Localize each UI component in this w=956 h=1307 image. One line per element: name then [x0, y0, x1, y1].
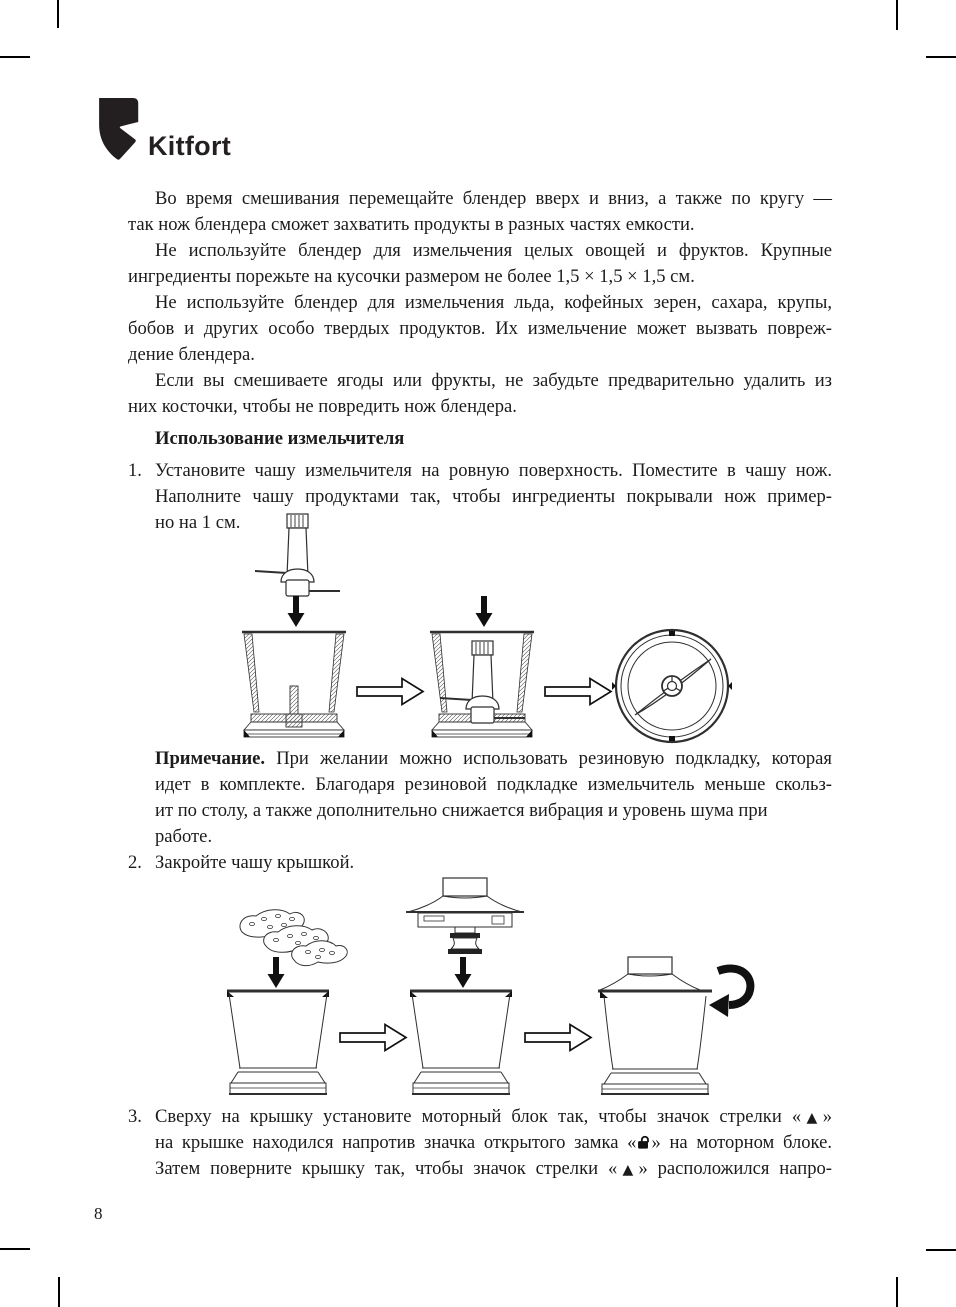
- kitfort-logo-icon: [92, 98, 140, 162]
- bowl-with-lid-icon: [598, 957, 712, 1094]
- list-item-1: [128, 458, 832, 536]
- body-text-line: бобов и других особо твердых продуктов. Их измельчение может вызвать повреж-: [128, 318, 832, 339]
- list-item-3: [128, 1104, 832, 1182]
- body-text-line: Установите чашу измельчителя на ровную поверхность. Поместите в чашу нож.: [155, 460, 832, 481]
- right-arrow-icon: [545, 679, 611, 705]
- down-arrow-icon: [455, 957, 472, 988]
- crop-mark: [0, 56, 30, 58]
- right-arrow-icon: [340, 1025, 406, 1051]
- chopper-bowl-icon: [242, 632, 346, 737]
- logo-wordmark: Kitfort: [148, 131, 232, 161]
- down-arrow-icon: [476, 596, 493, 627]
- note-block: [128, 746, 832, 850]
- crop-mark: [0, 1248, 30, 1250]
- list-number: 2.: [128, 852, 142, 873]
- list-item-2: [128, 850, 832, 876]
- brand-logo: [92, 98, 231, 162]
- body-text-line: но на 1 см.: [155, 512, 241, 533]
- food-pieces-icon: [240, 910, 347, 966]
- rotate-arrow-icon: [709, 969, 750, 1017]
- right-arrow-icon: [357, 679, 423, 705]
- chopper-lid-icon: [406, 878, 524, 954]
- body-text-line: дение блендера.: [128, 344, 255, 365]
- body-text-line: Наполните чашу продуктами так, чтобы ингредиенты покрывали нож пример-: [155, 486, 832, 507]
- crop-mark: [57, 0, 59, 28]
- crop-mark: [58, 1277, 60, 1307]
- crop-mark: [896, 1277, 898, 1307]
- list-number: 3.: [128, 1106, 142, 1127]
- figure-fill-and-close-bowl: [222, 872, 757, 1098]
- body-text-line: Затем поверните крышку так, чтобы значок стрелки «▲» расположился напро-: [155, 1158, 832, 1179]
- chopper-bowl-icon: [410, 991, 512, 1094]
- body-text-line: Во время смешивания перемещайте блендер вверх и вниз, а также по кругу —: [155, 188, 832, 209]
- open-lock-icon: [636, 1132, 651, 1153]
- body-text-line: так нож блендера сможет захватить продукты в разных частях емкости.: [128, 214, 695, 235]
- down-arrow-icon: [268, 957, 285, 988]
- body-text-line: Закройте чашу крышкой.: [155, 852, 355, 873]
- body-text-line: Не используйте блендер для измельчения льда, кофейных зерен, сахара, крупы,: [155, 292, 832, 313]
- body-text-line: ит по столу, а также дополнительно снижается вибрация и уровень шума при: [155, 800, 768, 821]
- crop-mark: [926, 1249, 956, 1251]
- down-arrow-icon: [288, 596, 305, 627]
- body-text-line: Примечание. При желании можно использовать резиновую подкладку, которая: [155, 748, 832, 769]
- body-text-line: на крышке находился напротив значка открытого замка « » на моторном блоке.: [155, 1132, 832, 1153]
- triangle-up-icon: ▲: [617, 1162, 639, 1178]
- body-text-line: Сверху на крышку установите моторный блок так, чтобы значок стрелки «▲»: [155, 1106, 832, 1127]
- section-heading: Использование измельчителя: [155, 428, 405, 449]
- list-number: 1.: [128, 460, 142, 481]
- body-text-line: Не используйте блендер для измельчения целых овощей и фруктов. Крупные: [155, 240, 832, 261]
- chopper-bowl-icon: [227, 991, 329, 1094]
- page-number: 8: [94, 1204, 103, 1223]
- body-text-line: работе.: [155, 826, 213, 847]
- bowl-with-blade-icon: [430, 632, 534, 737]
- body-text-line: идет в комплекте. Благодаря резиновой подкладке измельчитель меньше скольз-: [155, 774, 832, 795]
- bowl-top-view-icon: [612, 630, 732, 742]
- crop-mark: [896, 0, 898, 30]
- body-text-line: ингредиенты порежьте на кусочки размером не более 1,5 × 1,5 × 1,5 см.: [128, 266, 695, 287]
- figure-insert-blade-into-bowl: [238, 510, 738, 744]
- crop-mark: [926, 56, 956, 58]
- right-arrow-icon: [525, 1025, 591, 1051]
- body-text-line: Если вы смешиваете ягоды или фрукты, не забудьте предварительно удалить из: [155, 370, 832, 391]
- body-text-line: них косточки, чтобы не повредить нож блендера.: [128, 396, 517, 417]
- page-content: [128, 186, 832, 1182]
- triangle-up-icon: ▲: [801, 1110, 823, 1126]
- note-label: Примечание.: [155, 748, 266, 769]
